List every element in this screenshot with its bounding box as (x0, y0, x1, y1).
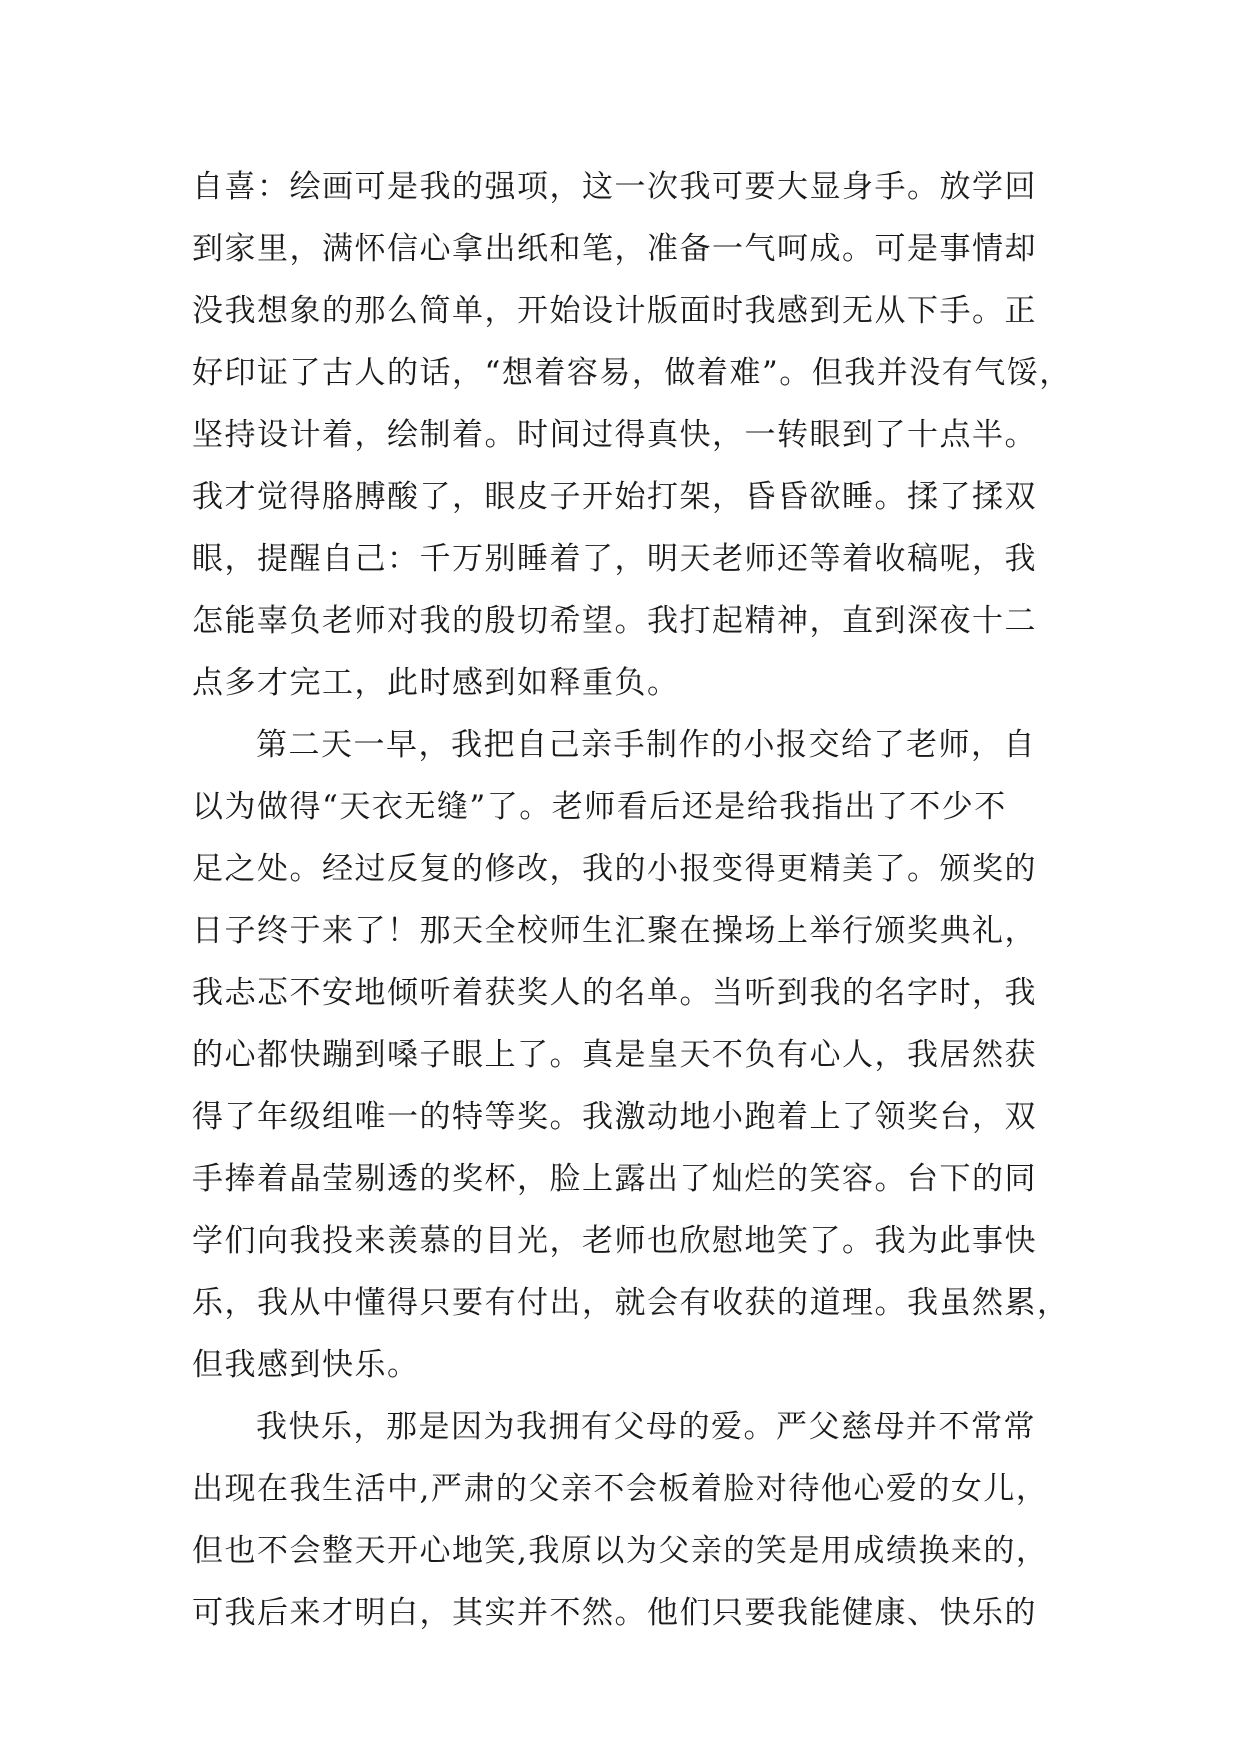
text-line: 我忐忑不安地倾听着获奖人的名单。当听到我的名字时，我 (192, 975, 1037, 1011)
text-line: 好印证了古人的话，“想着容易，做着难”。但我并没有气馁， (192, 355, 1072, 391)
paragraph-2 (192, 714, 1070, 1396)
text-line: 我快乐，那是因为我拥有父母的爱。严父慈母并不常常 (256, 1409, 1036, 1445)
document-body (192, 156, 1072, 1644)
text-line: 得了年级组唯一的特等奖。我激动地小跑着上了领奖台，双 (192, 1099, 1037, 1135)
text-line: 我才觉得胳膊酸了，眼皮子开始打架，昏昏欲睡。揉了揉双 (192, 479, 1037, 515)
text-line: 点多才完工，此时感到如释重负。 (192, 665, 680, 701)
text-line: 日子终于来了！那天全校师生汇聚在操场上举行颁奖典礼， (192, 913, 1037, 949)
text-line: 足之处。经过反复的修改，我的小报变得更精美了。颁奖的 (192, 851, 1037, 887)
text-line: 手捧着晶莹剔透的奖杯，脸上露出了灿烂的笑容。台下的同 (192, 1161, 1037, 1197)
text-line: 乐，我从中懂得只要有付出，就会有收获的道理。我虽然累， (192, 1285, 1070, 1321)
text-line: 但也不会整天开心地笑,我原以为父亲的笑是用成绩换来的， (192, 1533, 1049, 1569)
paragraph-1 (192, 156, 1072, 714)
text-line: 学们向我投来羡慕的目光，老师也欣慰地笑了。我为此事快 (192, 1223, 1037, 1259)
text-line: 可我后来才明白，其实并不然。他们只要我能健康、快乐的 (192, 1595, 1037, 1631)
paragraph-3 (192, 1396, 1052, 1644)
text-line: 没我想象的那么简单，开始设计版面时我感到无从下手。正 (192, 293, 1037, 329)
text-line: 眼，提醒自己：千万别睡着了，明天老师还等着收稿呢，我 (192, 541, 1037, 577)
text-line: 到家里，满怀信心拿出纸和笔，准备一气呵成。可是事情却 (192, 231, 1037, 267)
text-line: 第二天一早，我把自己亲手制作的小报交给了老师，自 (256, 727, 1036, 763)
text-line: 怎能辜负老师对我的殷切希望。我打起精神，直到深夜十二 (192, 603, 1037, 639)
text-line: 的心都快蹦到嗓子眼上了。真是皇天不负有心人，我居然获 (192, 1037, 1037, 1073)
text-line: 但我感到快乐。 (192, 1347, 420, 1383)
text-line: 自喜：绘画可是我的强项，这一次我可要大显身手。放学回 (192, 169, 1037, 205)
text-line: 以为做得“天衣无缝”了。老师看后还是给我指出了不少不 (192, 789, 1007, 825)
text-line: 坚持设计着，绘制着。时间过得真快，一转眼到了十点半。 (192, 417, 1037, 453)
text-line: 出现在我生活中,严肃的父亲不会板着脸对待他心爱的女儿， (192, 1471, 1049, 1507)
